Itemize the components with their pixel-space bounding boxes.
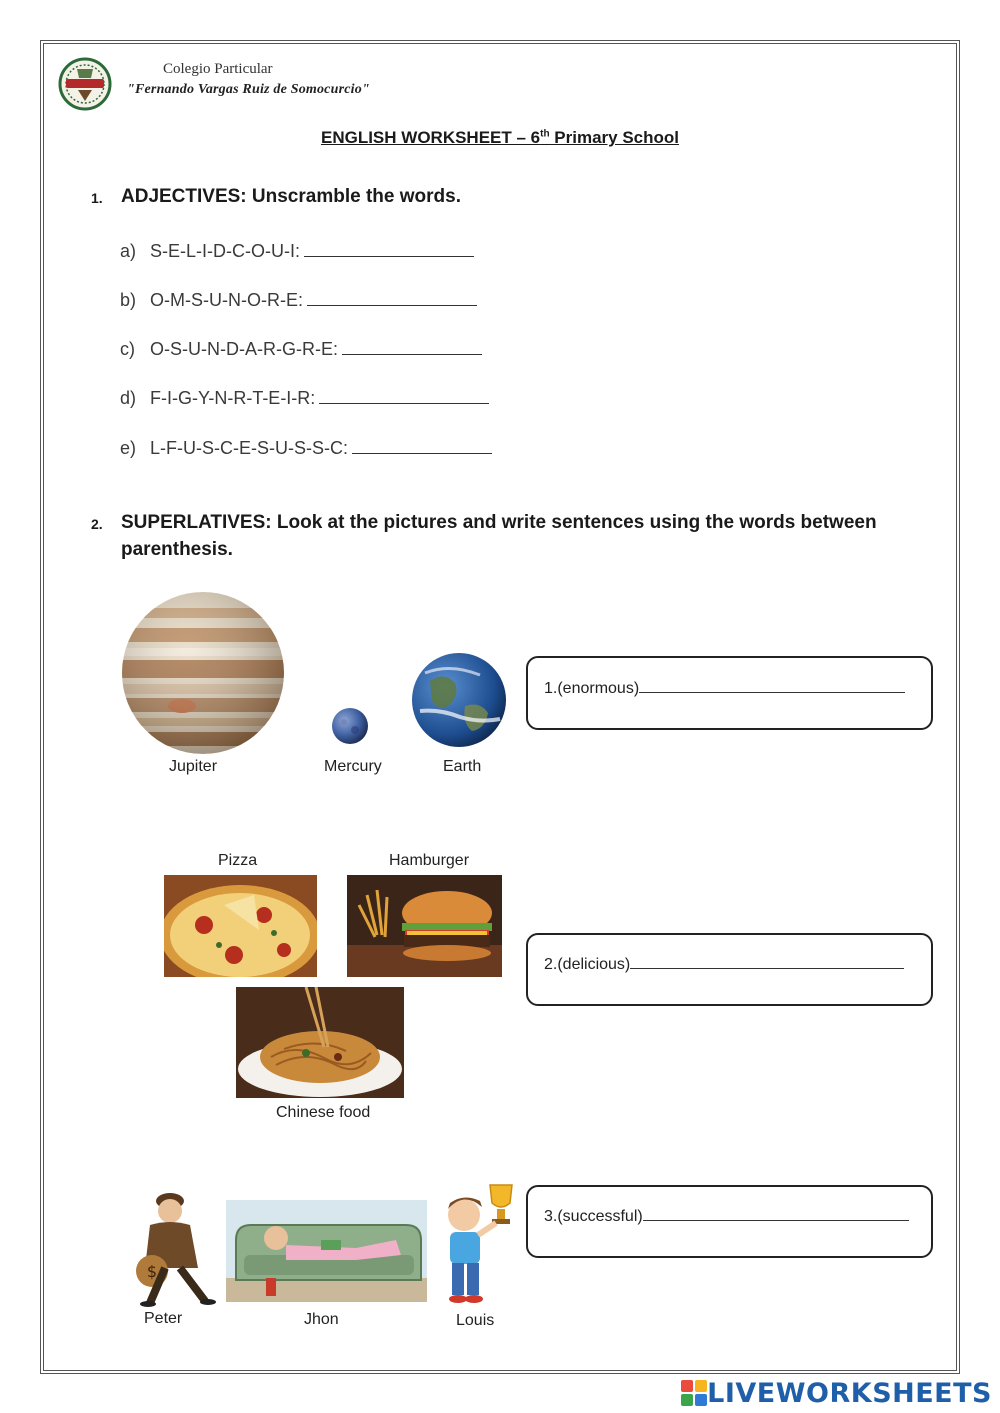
answer-label-3: 3.(successful): [544, 1206, 909, 1226]
school-name-line1: Colegio Particular: [163, 61, 273, 77]
section1-heading: ADJECTIVES: Unscramble the words.: [121, 186, 461, 207]
unscramble-item-a[interactable]: a) S-E-L-I-D-C-O-U-I:: [120, 239, 474, 262]
caption-jhon: Jhon: [304, 1311, 339, 1328]
school-crest-icon: [58, 57, 112, 111]
caption-earth: Earth: [443, 758, 482, 775]
answer-box-3[interactable]: [526, 1185, 933, 1258]
unscramble-item-e[interactable]: e) L-F-U-S-C-E-S-U-S-S-C:: [120, 436, 492, 459]
caption-louis: Louis: [456, 1312, 495, 1329]
caption-mercury: Mercury: [324, 758, 382, 775]
liveworksheets-brand: LIVEWORKSHEETS: [707, 1377, 992, 1409]
caption-chinese-food: Chinese food: [276, 1104, 371, 1121]
jhon-image: [226, 1200, 427, 1302]
answer-label-2: 2.(delicious): [544, 954, 904, 974]
svg-text:$: $: [146, 1262, 158, 1281]
liveworksheets-logo[interactable]: [681, 1377, 992, 1409]
earth-image: [410, 651, 508, 749]
chinese-food-image: [236, 987, 404, 1098]
unscramble-item-d[interactable]: d) F-I-G-Y-N-R-T-E-I-R:: [120, 386, 489, 409]
jupiter-image: [120, 590, 286, 756]
section1-number: 1.: [91, 190, 103, 206]
unscramble-item-c[interactable]: c) O-S-U-N-D-A-R-G-R-E:: [120, 337, 482, 360]
pizza-image: [164, 875, 317, 977]
caption-pizza: Pizza: [218, 852, 258, 869]
answer-blank[interactable]: [342, 337, 482, 355]
unscramble-item-b[interactable]: b) O-M-S-U-N-O-R-E:: [120, 288, 477, 311]
louis-image: [430, 1175, 522, 1309]
answer-box-1[interactable]: [526, 656, 933, 730]
answer-blank[interactable]: [307, 288, 477, 306]
liveworksheets-grid-icon: [681, 1380, 707, 1406]
answer-blank[interactable]: [304, 239, 474, 257]
section2-heading: SUPERLATIVES: Look at the pictures and write sentences using the words between parenthesis.: [121, 512, 877, 560]
answer-box-2[interactable]: [526, 933, 933, 1006]
caption-hamburger: Hamburger: [389, 852, 470, 869]
hamburger-image: [347, 875, 502, 977]
worksheet-title: ENGLISH WORKSHEET – 6th Primary School: [320, 128, 680, 147]
answer-blank[interactable]: [319, 386, 489, 404]
mercury-image: [331, 707, 369, 745]
section2-number: 2.: [91, 516, 103, 532]
school-name-line2: "Fernando Vargas Ruiz de Somocurcio": [127, 82, 370, 97]
answer-label-1: 1.(enormous): [544, 678, 905, 698]
peter-image: [120, 1183, 224, 1308]
answer-blank[interactable]: [352, 436, 492, 454]
caption-jupiter: Jupiter: [169, 758, 218, 775]
caption-peter: Peter: [144, 1310, 183, 1327]
